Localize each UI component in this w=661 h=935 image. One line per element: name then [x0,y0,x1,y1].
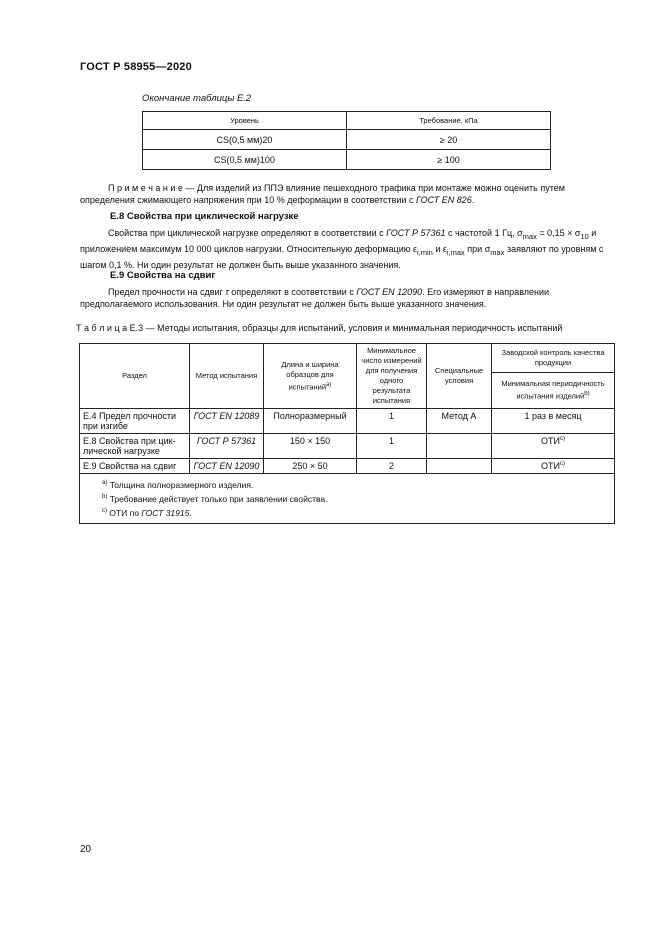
footnote-b-mark: b) [102,493,108,500]
header-size-sup: a) [326,381,332,388]
header-period-text: Минимальная периодичность испытания изделий [501,379,605,401]
method-cell: ГОСТ EN 12089 [190,409,264,434]
e9-reference: ГОСТ EN 12090 [356,287,423,297]
footnote-c-end: . [189,507,192,518]
special-cell [427,434,492,459]
page-number: 20 [80,844,92,855]
period-cell [492,409,615,434]
section-e9-heading: Е.9 Свойства на сдвиг [110,270,216,281]
note-paragraph [80,182,614,206]
e9-text-3: . Его измеряют в направлении предполагаемого использования. Ни один результат не должен быть выше указанного значения. [80,287,550,309]
header-factory-control: Заводской контроль качества продукции [492,344,615,373]
e8-sub-max: max [522,231,537,241]
count-cell: 1 [357,409,427,434]
table-row [80,459,615,474]
section-cell: Е.4 Предел прочности при изгибе [80,409,190,434]
footnote-a-mark: a) [102,480,108,486]
e8-text-1: Свойства при циклической нагрузке определяют в соответствии с [108,228,387,238]
table-e2-header-requirement: Требование, кПа [347,112,551,130]
special-cell [427,459,492,474]
note-reference: ГОСТ EN 826 [415,195,472,205]
section-e8-paragraph [80,227,614,271]
note-end: . [471,195,475,205]
period-sup: c) [559,461,565,467]
header-method: Метод испытания [190,344,264,409]
e8-reference: ГОСТ Р 57361 [386,228,446,238]
size-cell: 250 × 50 [264,459,357,474]
section-cell: Е.9 Свойства на сдвиг [80,459,190,474]
e8-text-5: и ε [432,243,447,254]
e9-text-1: Предел прочности на сдвиг [108,287,226,297]
section-cell: Е.8 Свойства при циклической нагрузке [80,434,190,459]
table-e3-caption [76,323,616,333]
header-period [492,373,615,409]
footnote-a [102,477,606,491]
e8-text-7: заявляют по уровням с шагом 0,1 %. Ни один результат не должен быть выше указанного значения. [80,243,604,270]
period-sup: c) [559,436,565,442]
footnote-b [102,491,606,505]
table-row [143,130,551,150]
table-e2-caption: Окончание таблицы Е.2 [142,93,252,104]
table-e3 [79,343,615,524]
header-size-text: Длина и ширина образцов для испытаний [281,359,339,392]
table-e3-caption-text: Е.3 — Методы испытания, образцы для испытаний, условия и минимальная периодичность испытаний [127,323,563,333]
period-cell [492,434,615,459]
e9-text-2: определяют в соответствии с [228,287,357,297]
section-e9-paragraph [80,286,614,310]
period-text: ОТИ [541,461,560,471]
e8-text-3: = 0,15 × σ [536,228,581,238]
note-text: — Для изделий из ППЭ влияние пешеходного трафика при монтаже можно оценить путем определения сжимающего напряжения при 10 % деформации в соответствии с [80,183,565,205]
e8-sub-imax: i,max [446,247,465,257]
table-row [80,434,615,459]
period-text: 1 раз в месяц [524,411,582,421]
special-cell: Метод А [427,409,492,434]
e8-text-2: с частотой 1 Гц, σ [445,228,523,238]
note-label: П р и м е ч а н и е [108,183,183,193]
e9-tau: τ [225,287,229,297]
period-cell [492,459,615,474]
header-min-count: Минимальное число измерений для получения одного результата испытания [357,344,427,409]
document-code: ГОСТ Р 58955—2020 [80,61,192,73]
requirement-cell: ≥ 20 [347,130,551,150]
header-size [264,344,357,409]
size-cell: 150 × 150 [264,434,357,459]
footnote-b-text: Требование действует только при заявлении свойства. [107,493,328,504]
count-cell: 1 [357,434,427,459]
e8-sub-10: 10 [580,231,589,241]
footnote-c [102,505,606,519]
method-cell: ГОСТ EN 12090 [190,459,264,474]
level-cell: CS(0,5 мм)100 [143,150,347,170]
size-cell: Полноразмерный [264,409,357,434]
footnote-c-text: ОТИ по [107,507,142,518]
table-e2-header-level: Уровень [143,112,347,130]
level-cell: CS(0,5 мм)20 [143,130,347,150]
e8-text-6: при σ [464,243,491,254]
footnote-c-mark: c) [102,507,107,514]
header-section: Раздел [80,344,190,409]
header-special: Специальные условия [427,344,492,409]
count-cell: 2 [357,459,427,474]
header-period-sup: b) [584,391,590,398]
requirement-cell: ≥ 100 [347,150,551,170]
footnotes-cell [80,474,615,524]
method-cell: ГОСТ Р 57361 [190,434,264,459]
e8-sub-min: i,min [416,247,433,257]
table-e2 [142,111,551,170]
e8-sub-max2: max [490,247,505,257]
footnote-c-reference: ГОСТ 31915 [141,507,190,518]
table-row [143,150,551,170]
table-footnotes [80,474,615,524]
table-row [80,409,615,434]
table-e3-caption-label: Т а б л и ц а [76,323,128,333]
period-text: ОТИ [541,436,560,446]
footnote-a-text: Толщина полноразмерного изделия. [107,479,254,490]
section-e8-heading: Е.8 Свойства при циклической нагрузке [110,211,299,222]
e8-text-4: и приложением максимум 10 000 циклов нагрузки. Относительную деформацию ε [80,228,597,254]
